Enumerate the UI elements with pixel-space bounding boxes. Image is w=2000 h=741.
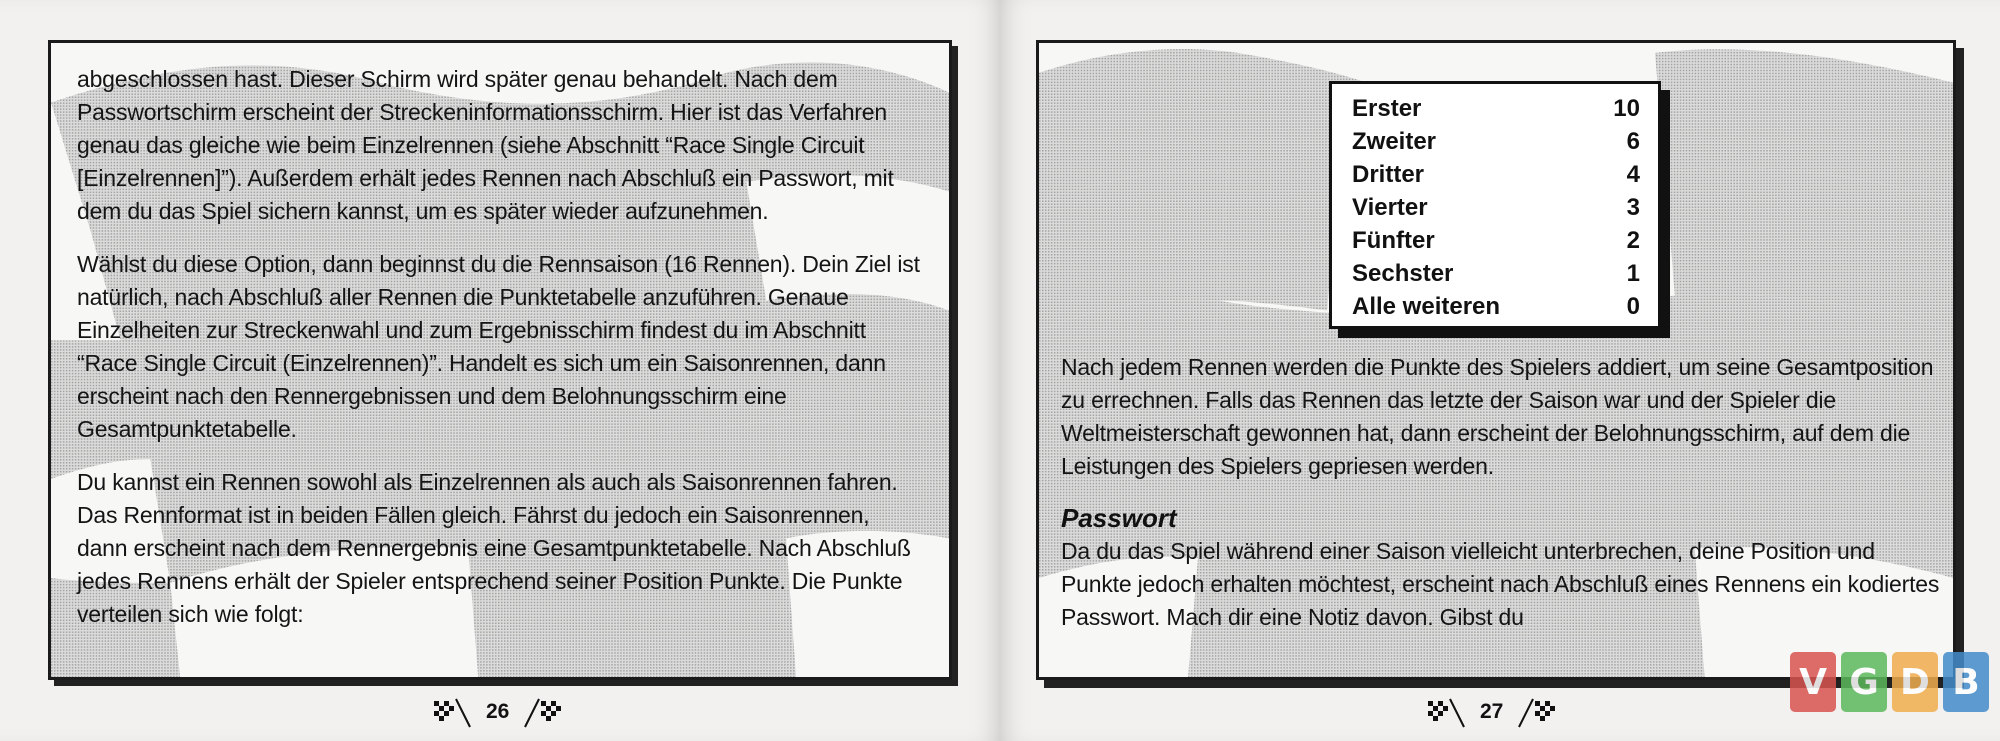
points-place: Alle weiteren	[1352, 293, 1501, 320]
points-value: 4	[1626, 161, 1640, 188]
points-value: 6	[1626, 128, 1640, 155]
right-paragraph-1: Nach jedem Rennen werden die Punkte des Spielers addiert, um seine Gesamtposition zu errechnen. Falls das Rennen das letzte der Saison war und der Spieler die Weltmeisterschaft gewonnen hat, dann erscheint der Belohnungsschirm, auf dem die Leistungen des Spielers gepriesen werden.	[1061, 354, 1934, 479]
points-value: 0	[1626, 293, 1640, 320]
points-row	[1352, 290, 1640, 323]
points-row	[1352, 224, 1640, 257]
checkered-flags-icon	[430, 695, 476, 729]
section-heading-passwort: Passwort	[1061, 503, 1177, 533]
left-paragraph-2: Wählst du diese Option, dann beginnst du die Rennsaison (16 Rennen). Dein Ziel ist natürlich, nach Abschluß aller Rennen die Punktetabelle anzuführen. Genaue Einzelheiten zur Streckenwahl und zum Ergebnisschirm findest du im Abschnitt “Race Single Circuit (Einzelrennen)”. Handelt es sich um ein Saisonrennen, dann erscheint nach den Rennergebnissen und dem Belohnungsschirm eine Gesamtpunktetabelle.	[77, 251, 920, 442]
points-value: 1	[1626, 260, 1640, 287]
points-row	[1352, 191, 1640, 224]
points-place: Dritter	[1352, 161, 1425, 188]
points-place: Zweiter	[1352, 128, 1437, 155]
left-paragraph-1: abgeschlossen hast. Dieser Schirm wird später genau behandelt. Nach dem Passwortschirm erscheint der Streckeninformationsschirm. Hier ist das Verfahren genau das gleiche wie beim Einzelrennen (siehe Abschnitt “Race Single Circuit [Einzelrennen]”). Außerdem erhält jedes Rennen nach Abschluß ein Passwort, mit dem du das Spiel sichern kannst, um es später wieder aufzunehmen.	[77, 66, 894, 224]
points-table	[1329, 81, 1661, 329]
points-row	[1352, 125, 1640, 158]
right-page-footer	[1424, 692, 1559, 732]
left-content-frame	[48, 40, 952, 680]
vgdb-watermark-logo	[1790, 652, 1990, 718]
points-value: 3	[1626, 194, 1640, 221]
points-row	[1352, 257, 1640, 290]
logo-tile: D	[1892, 652, 1938, 712]
page-number-right: 27	[1480, 700, 1504, 723]
left-text-column	[51, 43, 949, 677]
right-page	[1000, 0, 2000, 741]
checkered-flags-icon	[519, 695, 565, 729]
points-place: Erster	[1352, 95, 1422, 122]
checkered-flags-icon	[1424, 695, 1470, 729]
right-text-column	[1061, 351, 1941, 652]
points-row	[1352, 92, 1640, 125]
checkered-flags-icon	[1513, 695, 1559, 729]
page-number-left: 26	[486, 700, 510, 723]
right-content-frame	[1036, 40, 1956, 680]
points-value: 2	[1626, 227, 1640, 254]
points-place: Vierter	[1352, 194, 1428, 221]
logo-tile: B	[1943, 652, 1989, 712]
left-paragraph-3: Du kannst ein Rennen sowohl als Einzelrennen als auch als Saisonrennen fahren. Das Rennformat ist in beiden Fällen gleich. Fährst du jedoch ein Saisonrennen, dann erscheint nach dem Rennergebnis eine Gesamtpunktetabelle. Nach Abschluß jedes Rennens erhält der Spieler entsprechend seiner Position Punkte. Die Punkte verteilen sich wie folgt:	[77, 469, 911, 627]
points-row	[1352, 158, 1640, 191]
logo-tile: V	[1790, 652, 1836, 712]
right-paragraph-2: Da du das Spiel während einer Saison vielleicht unterbrechen, deine Position und Punkte jedoch erhalten möchtest, erscheint nach Abschluß eines Rennens ein kodiertes Passwort. Mach dir eine Notiz davon. Gibst du	[1061, 538, 1940, 630]
logo-tile: G	[1841, 652, 1887, 712]
left-page-footer	[430, 692, 565, 732]
points-place: Fünfter	[1352, 227, 1435, 254]
points-value: 10	[1613, 95, 1640, 122]
points-place: Sechster	[1352, 260, 1454, 287]
